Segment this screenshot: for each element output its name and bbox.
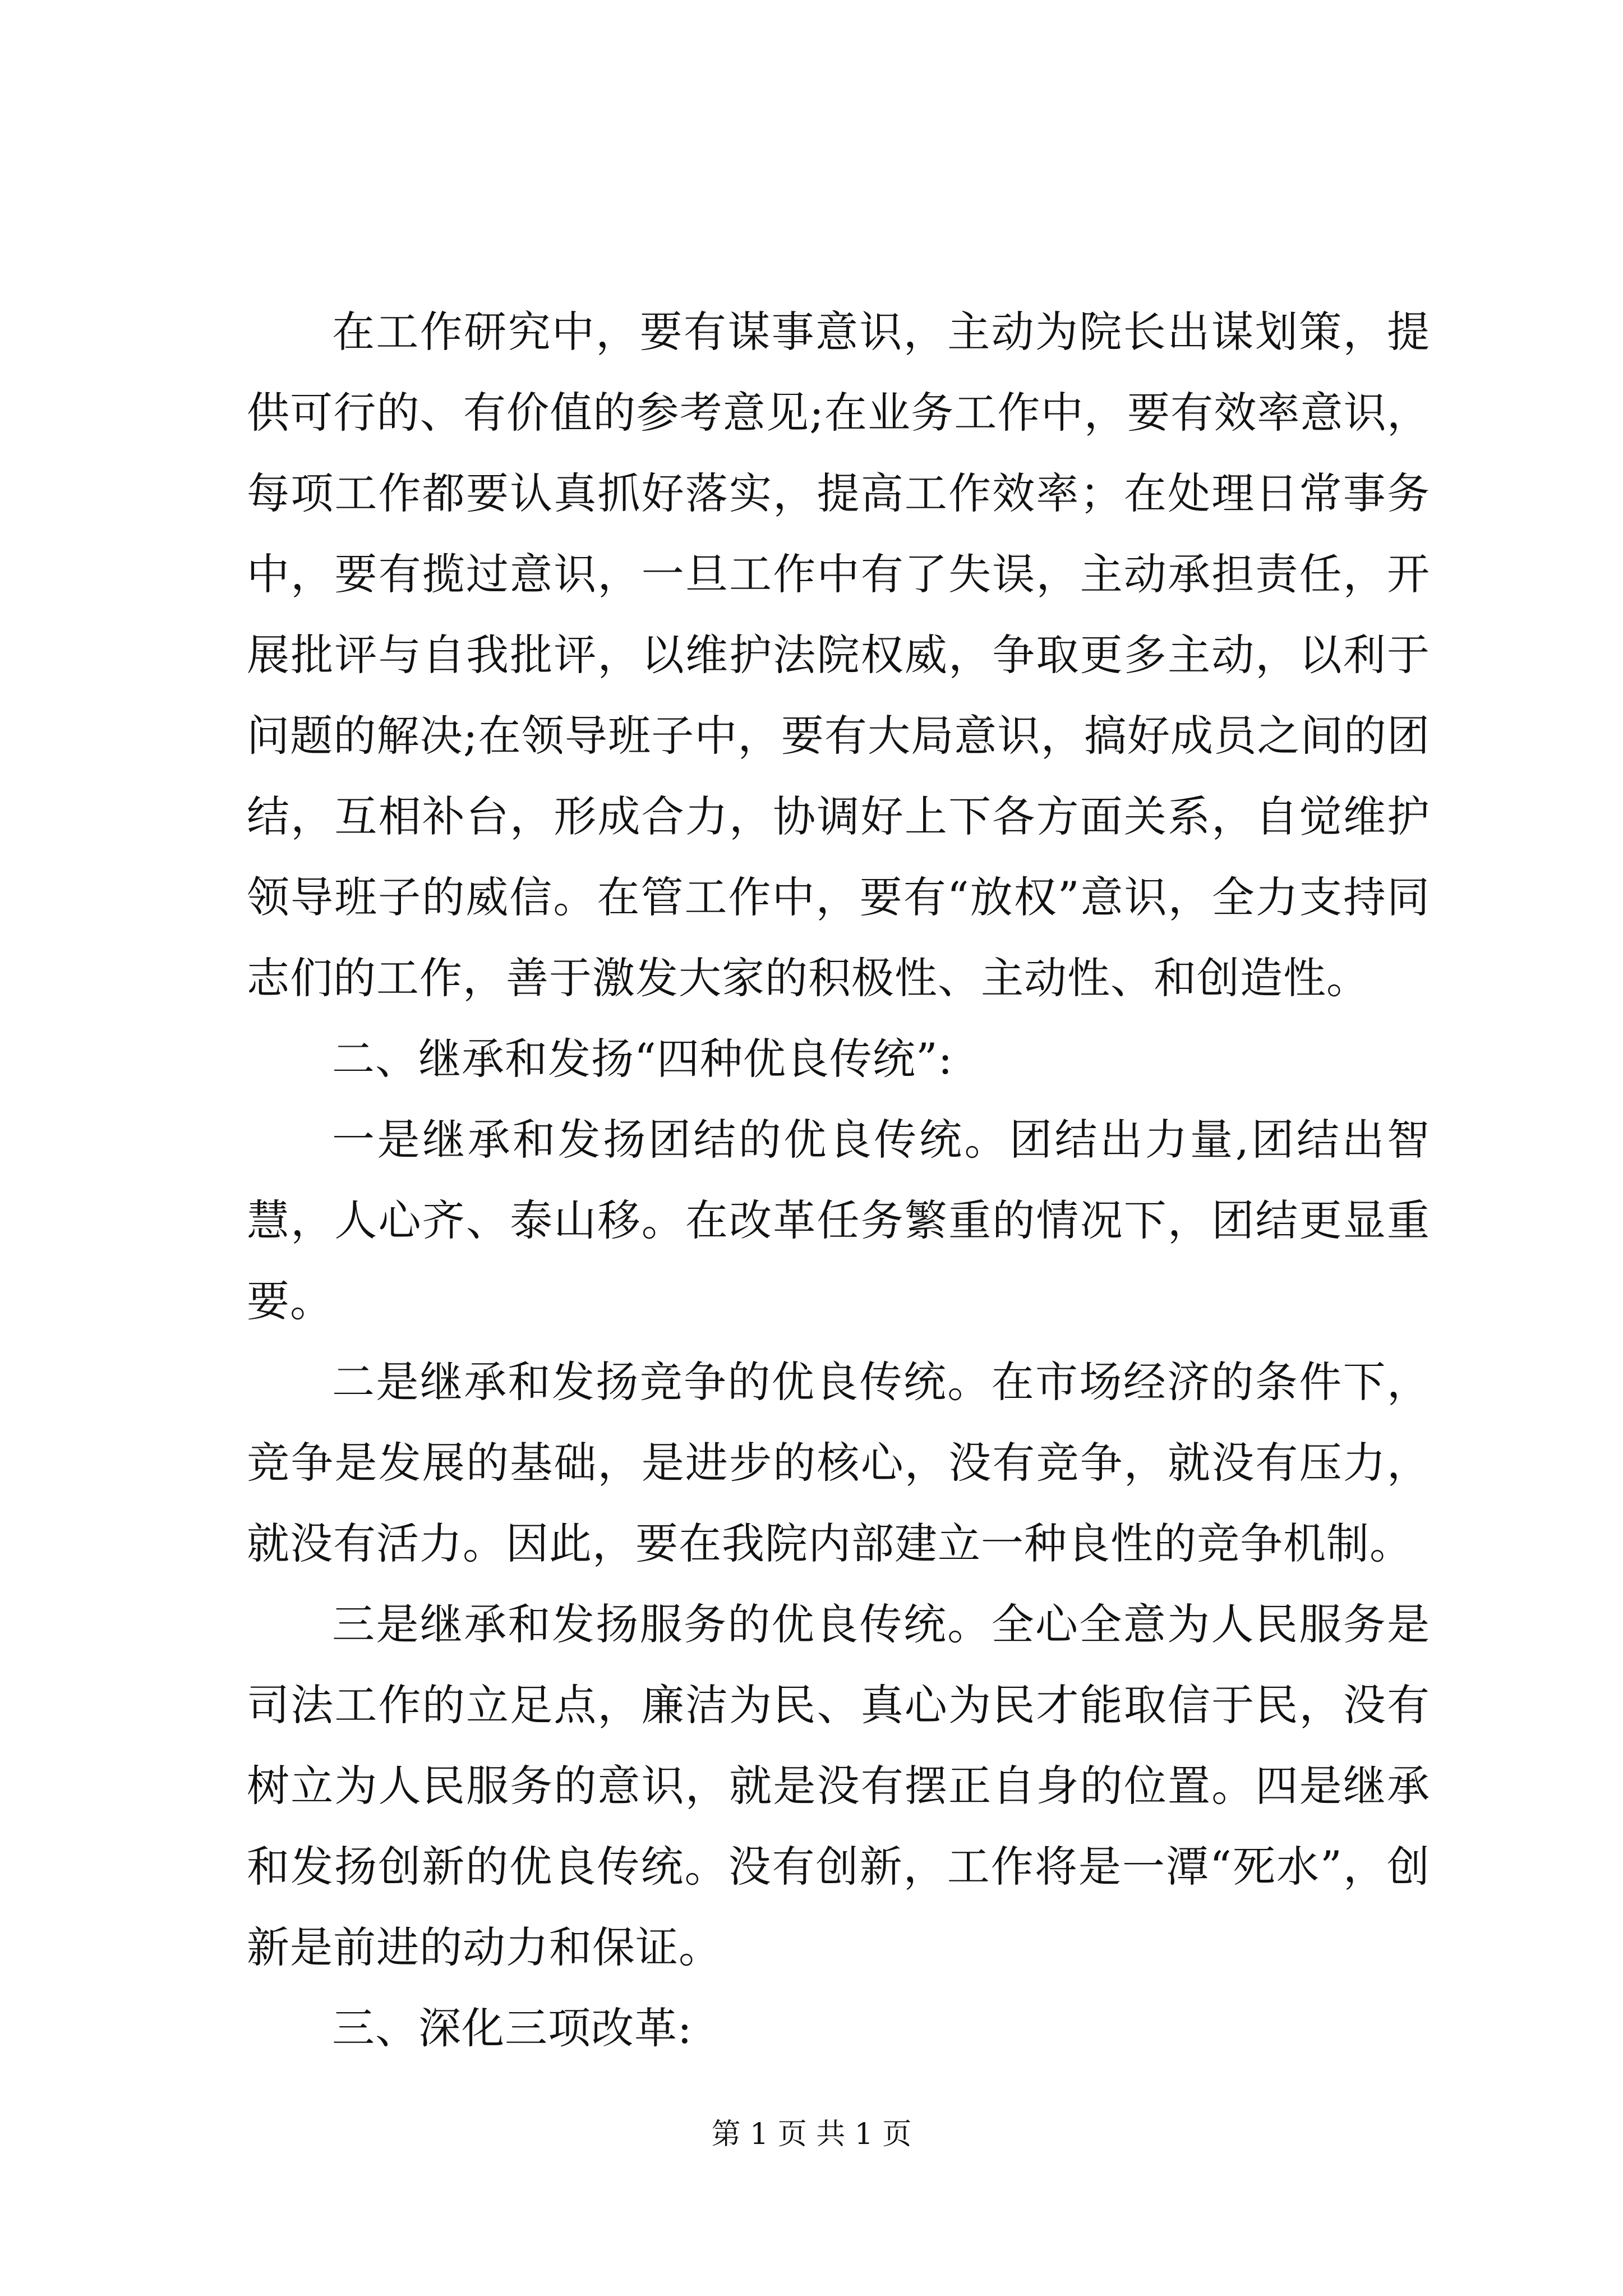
page-footer: 第 1 页 共 1 页 [711,2118,912,2151]
paragraph-service-innovation: 三是继承和发扬服务的优良传统。全心全意为人民服务是司法工作的立足点，廉洁为民、真心为民才能取信于民，没有树立为人民服务的意识，就是没有摆正自身的位置。四是继承和发扬创新的优良传统。没有创新，工作将是一潭“死水”，创新是前进的动力和保证。 [247,1599,1430,1972]
heading-four-traditions: 二、继承和发扬“四种优良传统”: [332,1034,953,1084]
document-body [247,292,1430,2069]
paragraph-competition: 二是继承和发扬竞争的优良传统。在市场经济的条件下，竞争是发展的基础，是进步的核心，没有竞争，就没有压力，就没有活力。因此，要在我院内部建立一种良性的竞争机制。 [247,1357,1430,1568]
paragraph-duties: 在工作研究中，要有谋事意识，主动为院长出谋划策，提供可行的、有价值的参考意见;在业务工作中，要有效率意识，每项工作都要认真抓好落实，提高工作效率；在处理日常事务中，要有揽过意识，一旦工作中有了失误，主动承担责任，开展批评与自我批评，以维护法院权威，争取更多主动，以利于问题的解决;在领导班子中，要有大局意识，搞好成员之间的团结，互相补台，形成合力，协调好上下各方面关系，自觉维护领导班子的威信。在管工作中，要有“放权”意识，全力支持同志们的工作，善于激发大家的积极性、主动性、和创造性。 [247,307,1430,1003]
paragraph-unity: 一是继承和发扬团结的优良传统。团结出力量,团结出智慧，人心齐、泰山移。在改革任务繁重的情况下，团结更显重要。 [247,1115,1430,1326]
heading-three-reforms: 三、深化三项改革: [332,2003,693,2053]
